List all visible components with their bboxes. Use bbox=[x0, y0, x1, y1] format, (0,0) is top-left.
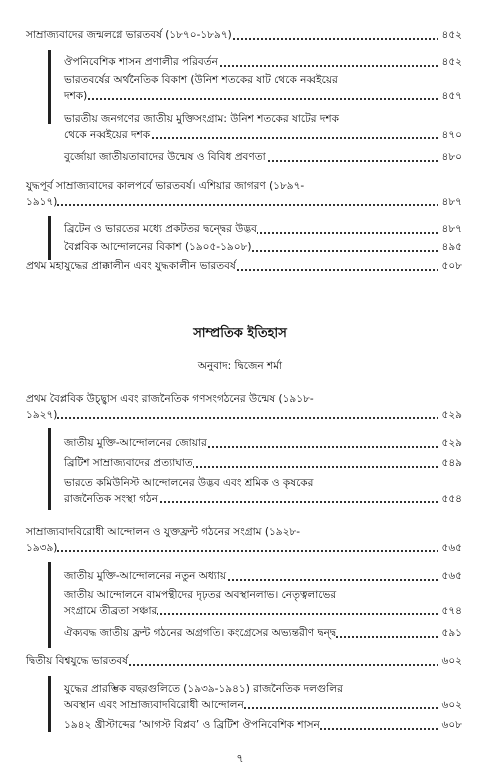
toc-heading bbox=[26, 654, 462, 670]
divider bbox=[48, 50, 51, 124]
toc-entry-page: ৪৮৭ bbox=[438, 195, 462, 211]
toc-entry-page: ৪৭০ bbox=[438, 128, 462, 144]
toc-entry-text: প্রথম মহাযুদ্ধের প্রাক্কালীন এবং যুদ্ধকালীন ভারতবর্ষ bbox=[26, 260, 236, 272]
toc-entry-text-cont: সংগ্রামে তীব্রতা সঞ্চার bbox=[64, 604, 158, 617]
toc-entry-text-cont: অবস্থান এবং সাম্রাজ্যবাদবিরোধী আন্দোলন bbox=[64, 698, 244, 711]
toc-entry bbox=[64, 718, 462, 734]
toc-entry bbox=[64, 682, 462, 713]
toc-entry-page: ৪৮৭ bbox=[438, 222, 462, 238]
toc-entry-text-cont: থেকে নব্বইয়ের দশক bbox=[64, 128, 151, 141]
toc-entry-page: ৬০২ bbox=[438, 654, 462, 670]
toc-entry bbox=[64, 476, 462, 507]
toc-entry-page: ৫৯১ bbox=[438, 626, 462, 642]
toc-entry-page: ৬০২ bbox=[438, 698, 462, 714]
toc-entry-text: ব্রিটিশ সাম্রাজ্যবাদের প্রত্যাঘাত bbox=[64, 457, 193, 469]
toc-entry-page: ৫৬৫ bbox=[438, 569, 462, 585]
divider bbox=[48, 676, 51, 732]
toc-entry bbox=[64, 588, 462, 619]
toc-entry-page: ৪৫৭ bbox=[438, 89, 462, 105]
toc-entry-text: ভারতবর্ষের অর্থনৈতিক বিকাশ (উনিশ শতকের ষাট থেকে নব্বইয়ের bbox=[64, 74, 338, 86]
translator-credit: অনুবাদ: দ্বিজেন শর্মা bbox=[197, 360, 283, 372]
toc-entry-page: ৪৫২ bbox=[438, 28, 462, 44]
toc-entry-page: ৫৭৪ bbox=[438, 604, 462, 620]
toc-entry-text: দ্বিতীয় বিশ্বযুদ্ধে ভারতবর্ষ bbox=[26, 655, 128, 667]
toc-entry bbox=[64, 240, 462, 256]
toc-entry-text-cont: রাজনৈতিক সংস্থা গঠন bbox=[64, 492, 159, 505]
divider bbox=[48, 562, 51, 648]
toc-entry-text: বুর্জোয়া জাতীয়তাবাদের উন্মেষ ও বিবিধ প্রবণতা bbox=[64, 151, 266, 163]
divider bbox=[48, 428, 51, 510]
toc-entry-text: ভারতীয় জনগণের জাতীয় মুক্তিসংগ্রাম: উনিশ শতকের ষাটের দশক bbox=[64, 113, 339, 125]
toc-entry bbox=[64, 73, 462, 104]
toc-entry-text: প্রথম বৈপ্লবিক উচ্ছ্বাস এবং রাজনৈতিক গণসংগঠনের উন্মেষ (১৯১৮- bbox=[26, 393, 314, 405]
toc-heading bbox=[26, 179, 462, 210]
toc-entry-page: ৪৯৫ bbox=[438, 240, 462, 256]
toc-heading bbox=[26, 525, 462, 556]
toc-entry-text: বৈপ্লবিক আন্দোলনের বিকাশ (১৯০৫-১৯০৮) bbox=[64, 241, 252, 253]
toc-entry-page: ৫৬৫ bbox=[438, 541, 462, 557]
toc-entry bbox=[64, 456, 462, 472]
toc-entry-page: ৫৫৪ bbox=[438, 492, 462, 508]
toc-entry-text: ব্রিটেন ও ভারতের মধ্যে প্রকটতর দ্বন্দ্বের উদ্ভব bbox=[64, 223, 257, 235]
toc-entry bbox=[26, 28, 462, 44]
toc-heading bbox=[26, 392, 462, 423]
toc-entry bbox=[64, 222, 462, 238]
toc-entry-text: যুদ্ধের প্রারম্ভিক বছরগুলিতে (১৯৩৯-১৯৪১) রাজনৈতিক দলগুলির bbox=[64, 683, 343, 695]
toc-entry bbox=[26, 259, 462, 275]
toc-entry-text: যুদ্ধপূর্ব সাম্রাজ্যবাদের কালপর্বে ভারতবর্ষ। এশিয়ার জাগরণ (১৮৯৭- bbox=[26, 180, 305, 192]
toc-entry-text: সাম্রাজ্যবাদবিরোধী আন্দোলন ও যুক্তফ্রন্ট গঠনের সংগ্রাম (১৯২৮- bbox=[26, 526, 300, 538]
toc-entry-text-cont: ১৯১৭) bbox=[26, 195, 58, 208]
toc-entry bbox=[64, 569, 462, 585]
toc-entry-text: জাতীয় মুক্তি-আন্দোলনের জোয়ার bbox=[64, 437, 207, 449]
page-number: ৭ bbox=[236, 752, 244, 765]
toc-entry-text: ঐক্যবদ্ধ জাতীয় ফ্রন্ট গঠনের অগ্রগতি। কংগ্রেসের অভ্যন্তরীণ দ্বন্দ্ব bbox=[64, 627, 337, 639]
toc-entry-text: ভারতে কমিউনিস্ট আন্দোলনের উদ্ভব এবং শ্রমিক ও কৃষকের bbox=[64, 477, 314, 489]
toc-entry-page: ৫০৮ bbox=[438, 259, 462, 275]
toc-entry bbox=[64, 436, 462, 452]
toc-entry bbox=[64, 55, 462, 71]
toc-entry bbox=[64, 150, 462, 166]
toc-entry bbox=[64, 626, 462, 642]
toc-entry-text-cont: দশক) bbox=[64, 89, 88, 102]
section-title: সাম্প্রতিক ইতিহাস bbox=[193, 326, 287, 341]
toc-entry-page: ৫২৯ bbox=[438, 408, 462, 424]
toc-entry-text: ১৯৪২ খ্রীস্টাব্দের ‘আগস্ট বিপ্লব’ ও ব্রিটিশ ঔপনিবেশিক শাসন bbox=[64, 719, 320, 731]
toc-entry-text: জাতীয় আন্দোলনে বামপন্থীদের দৃঢ়তর অবস্থানলাভ। নেতৃত্বলাভের bbox=[64, 589, 337, 601]
toc-entry-text-cont: ১৯৩৯) bbox=[26, 541, 58, 554]
toc-entry-page: ৬০৮ bbox=[438, 718, 462, 734]
toc-entry-text: সাম্রাজ্যবাদের জন্মলগ্নে ভারতবর্ষ (১৮৭০-১৮৯৭) bbox=[26, 29, 232, 41]
toc-entry-text: ঔপনিবেশিক শাসন প্রণালীর পরিবর্তন bbox=[64, 56, 218, 68]
toc-entry-page: ৫২৯ bbox=[438, 436, 462, 452]
toc-entry-page: ৪৫২ bbox=[438, 55, 462, 71]
toc-entry-page: ৪৮০ bbox=[438, 150, 462, 166]
toc-entry-page: ৫৪৯ bbox=[438, 456, 462, 472]
toc-entry bbox=[64, 112, 462, 143]
toc-entry-text-cont: ১৯২৭) bbox=[26, 408, 58, 421]
toc-entry-text: জাতীয় মুক্তি-আন্দোলনের নতুন অধ্যায় bbox=[64, 570, 227, 582]
